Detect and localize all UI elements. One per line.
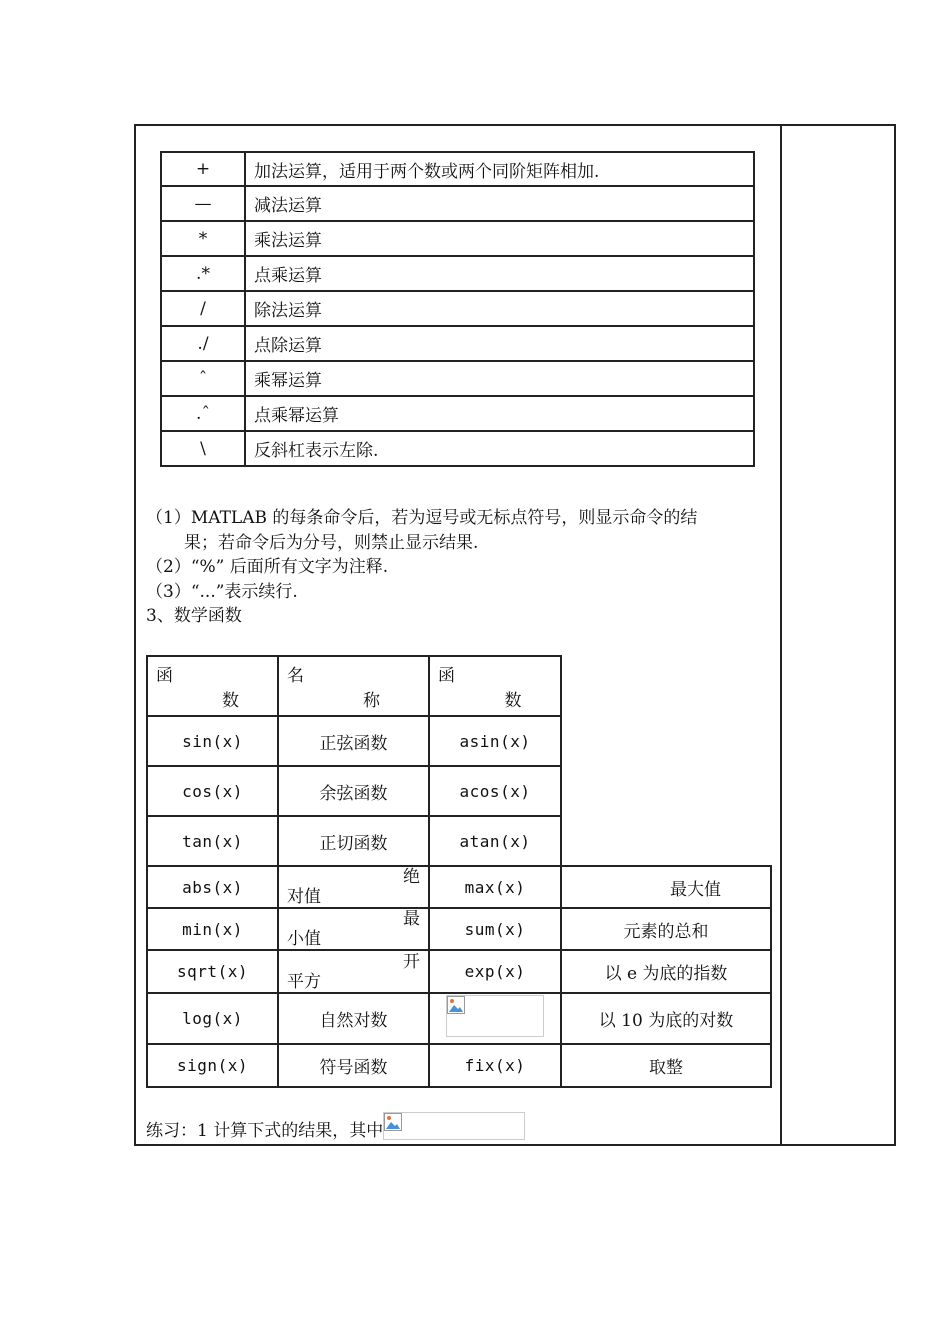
table-row (147, 950, 771, 993)
operator-symbol: ./ (161, 326, 245, 361)
operator-description: 加法运算，适用于两个数或两个同阶矩阵相加. (245, 152, 754, 186)
table-row (147, 716, 771, 766)
name-cell: 正切函数 (278, 816, 429, 866)
section-heading: 3、数学函数 (146, 606, 242, 626)
header-cell (278, 656, 429, 716)
name-cell: 元素的总和 (561, 908, 771, 950)
name-cell: 取整 (561, 1044, 771, 1087)
name-cell: 自然对数 (278, 993, 429, 1044)
table-row (147, 1044, 771, 1087)
operator-description: 点乘幂运算 (245, 396, 754, 431)
name-text: 对值 (287, 887, 321, 907)
name-cell (278, 908, 429, 950)
table-row (147, 766, 771, 816)
table-row (161, 431, 754, 466)
column-divider (780, 124, 782, 1146)
name-cell: 余弦函数 (278, 766, 429, 816)
header-cell (147, 656, 278, 716)
function-cell: max(x) (429, 866, 561, 908)
header-text: 函 (156, 666, 173, 686)
name-text: 最 (403, 909, 420, 929)
table-row (147, 866, 771, 908)
function-cell: cos(x) (147, 766, 278, 816)
function-cell: atan(x) (429, 816, 561, 866)
operator-symbol: — (161, 186, 245, 221)
function-cell: min(x) (147, 908, 278, 950)
header-text: 名 (287, 666, 304, 686)
operator-description: 反斜杠表示左除. (245, 431, 754, 466)
image-cell (429, 993, 561, 1044)
name-cell: 正弦函数 (278, 716, 429, 766)
table-row (147, 908, 771, 950)
note-1-line1: （1）MATLAB 的每条命令后，若为逗号或无标点符号，则显示命令的结 (146, 508, 698, 528)
table-row (161, 256, 754, 291)
table-row (147, 993, 771, 1044)
operator-table (160, 151, 755, 467)
table-row (161, 186, 754, 221)
function-cell: exp(x) (429, 950, 561, 993)
table-row (147, 816, 771, 866)
function-cell: sqrt(x) (147, 950, 278, 993)
fn-header-row (147, 656, 771, 716)
name-cell (278, 866, 429, 908)
name-cell (278, 950, 429, 993)
name-text: 平方 (287, 971, 321, 992)
function-cell: sign(x) (147, 1044, 278, 1087)
image-placeholder-icon (384, 1113, 402, 1131)
operator-description: 乘幂运算 (245, 361, 754, 396)
header-text: 函 (438, 666, 455, 686)
broken-image-icon (383, 1112, 525, 1140)
function-cell: acos(x) (429, 766, 561, 816)
table-row (161, 396, 754, 431)
name-cell: 符号函数 (278, 1044, 429, 1087)
operator-description: 点乘运算 (245, 256, 754, 291)
header-text: 数 (504, 691, 522, 711)
header-cell (429, 656, 561, 716)
notes-block (146, 506, 776, 629)
image-placeholder-icon (447, 996, 465, 1014)
operator-symbol: + (161, 152, 245, 186)
table-row (161, 361, 754, 396)
name-text: 小值 (287, 929, 321, 949)
operator-symbol: * (161, 221, 245, 256)
name-cell: 最大值 (561, 866, 771, 908)
operator-description: 减法运算 (245, 186, 754, 221)
table-row (161, 152, 754, 186)
table-row (161, 291, 754, 326)
operator-symbol: .ˆ (161, 396, 245, 431)
operator-description: 乘法运算 (245, 221, 754, 256)
broken-image-icon (446, 995, 544, 1037)
note-2: （2）“%” 后面所有文字为注释. (146, 557, 389, 577)
note-3: （3）“...”表示续行. (146, 581, 298, 602)
name-text: 开 (403, 951, 420, 972)
operator-symbol: ˆ (161, 361, 245, 396)
function-cell: fix(x) (429, 1044, 561, 1087)
function-cell: asin(x) (429, 716, 561, 766)
function-cell: abs(x) (147, 866, 278, 908)
header-text: 称 (363, 691, 380, 711)
exercise-line (146, 1112, 525, 1141)
function-cell: sin(x) (147, 716, 278, 766)
function-cell: sum(x) (429, 908, 561, 950)
name-cell: 以 10 为底的对数 (561, 993, 771, 1044)
operator-description: 点除运算 (245, 326, 754, 361)
operator-description: 除法运算 (245, 291, 754, 326)
operator-symbol: \ (161, 431, 245, 466)
operator-symbol: .* (161, 256, 245, 291)
function-table (146, 655, 772, 1088)
exercise-text: 练习：1 计算下式的结果，其中 (146, 1121, 384, 1141)
table-row (161, 221, 754, 256)
name-text: 绝 (403, 867, 420, 887)
header-text: 数 (222, 691, 239, 711)
operator-symbol: / (161, 291, 245, 326)
name-cell: 以 e 为底的指数 (561, 950, 771, 993)
note-1-line2: 果；若命令后为分号，则禁止显示结果. (184, 532, 479, 553)
table-row (161, 326, 754, 361)
function-cell: log(x) (147, 993, 278, 1044)
function-cell: tan(x) (147, 816, 278, 866)
